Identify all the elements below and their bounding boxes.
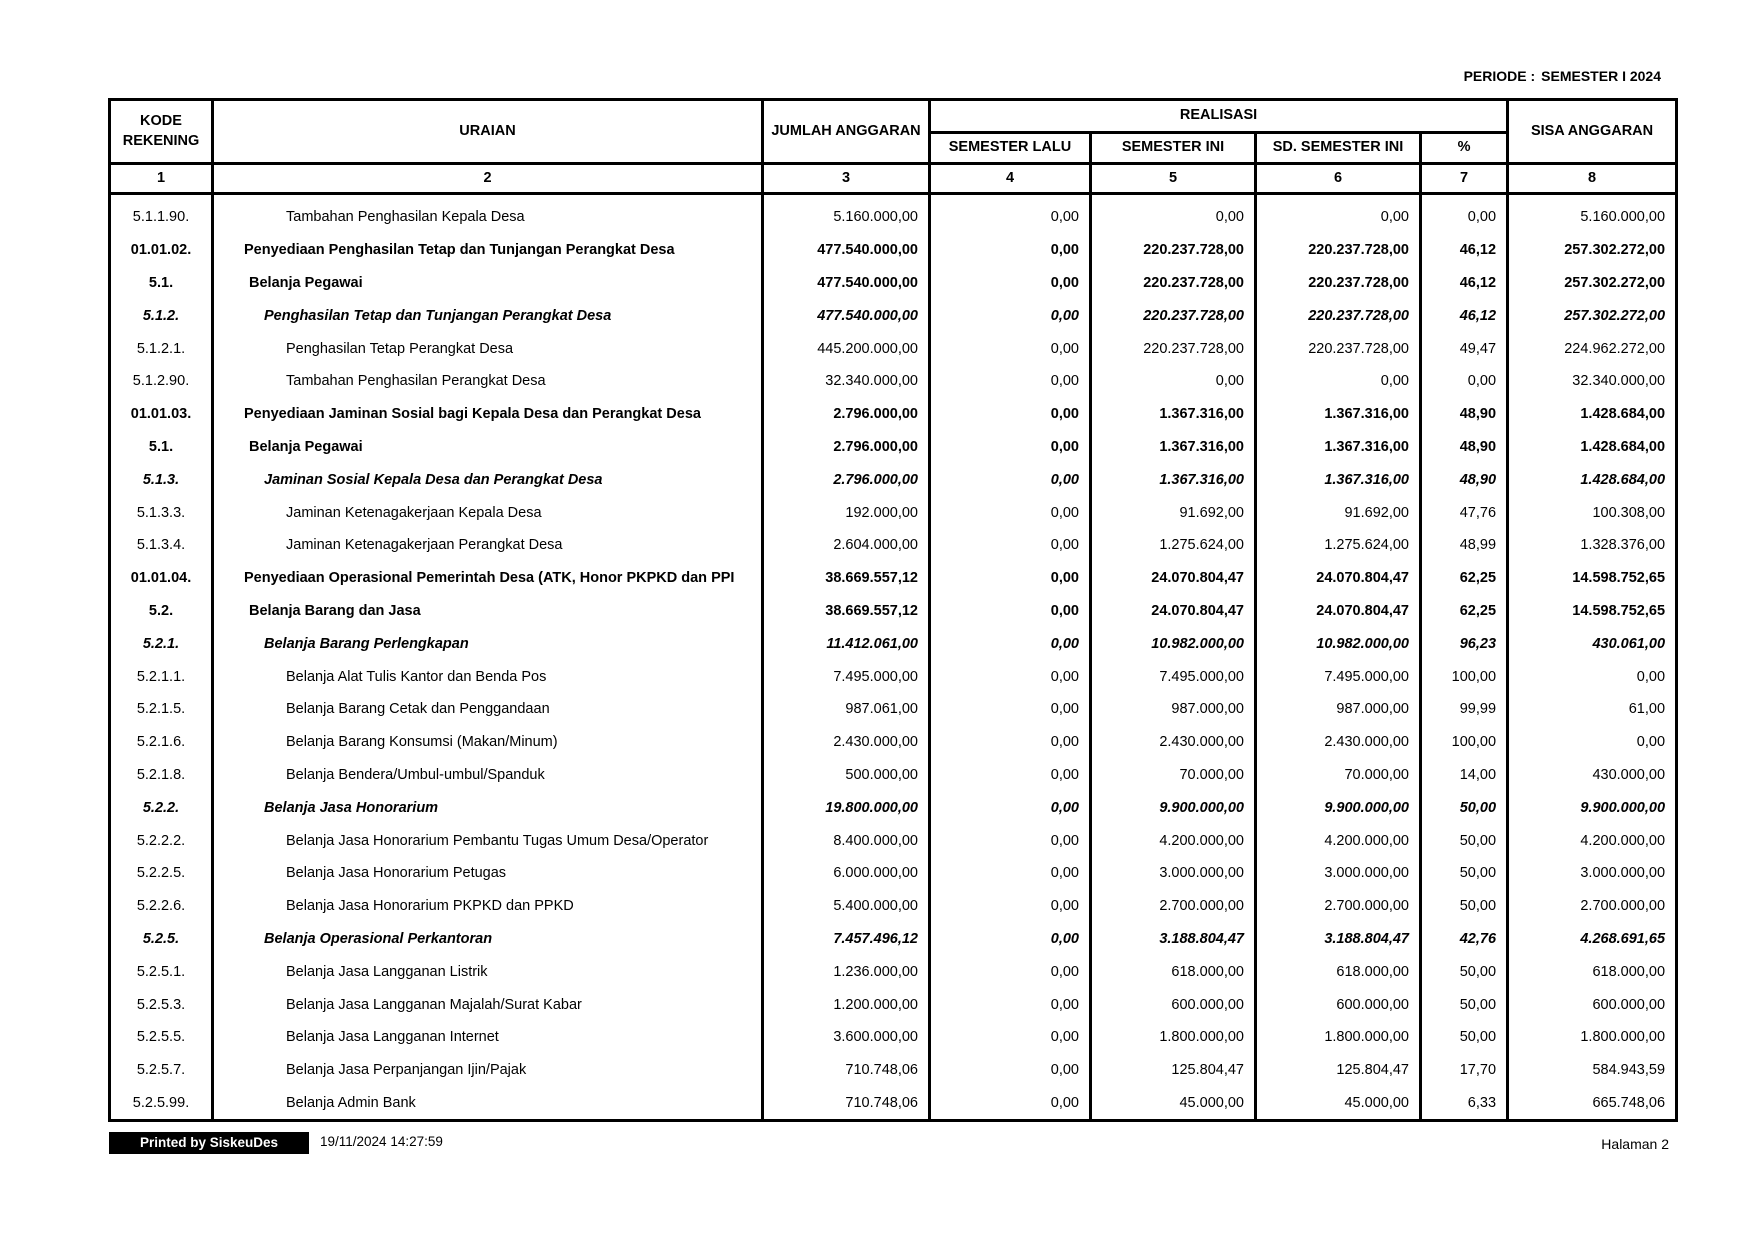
cell-kode: 5.2.5.7. [110,1054,213,1087]
cell-persen: 46,12 [1421,267,1508,300]
cell-persen: 62,25 [1421,562,1508,595]
cell-jumlah: 987.061,00 [763,693,930,726]
cell-uraian: Belanja Barang dan Jasa [213,595,763,628]
cell-kode: 5.2.5. [110,923,213,956]
cell-semester-lalu: 0,00 [930,496,1091,529]
cell-uraian: Belanja Jasa Honorarium PKPKD dan PPKD [213,890,763,923]
cell-kode: 5.2.2.6. [110,890,213,923]
cell-kode: 5.2.1.8. [110,759,213,792]
cell-semester-ini: 7.495.000,00 [1091,660,1256,693]
cell-sd-semester-ini: 9.900.000,00 [1256,791,1421,824]
cell-semester-ini: 1.275.624,00 [1091,529,1256,562]
cell-semester-ini: 10.982.000,00 [1091,627,1256,660]
cell-semester-ini: 1.367.316,00 [1091,431,1256,464]
cell-uraian: Jaminan Sosial Kepala Desa dan Perangkat Desa [213,463,763,496]
cell-persen: 48,90 [1421,398,1508,431]
cell-persen: 50,00 [1421,988,1508,1021]
cell-uraian: Penghasilan Tetap Perangkat Desa [213,332,763,365]
cell-jumlah: 2.796.000,00 [763,431,930,464]
cell-uraian: Belanja Bendera/Umbul-umbul/Spanduk [213,759,763,792]
cell-persen: 14,00 [1421,759,1508,792]
cell-persen: 42,76 [1421,923,1508,956]
cell-kode: 5.1.2.90. [110,365,213,398]
cell-jumlah: 8.400.000,00 [763,824,930,857]
cell-kode: 5.1. [110,431,213,464]
cell-semester-ini: 220.237.728,00 [1091,234,1256,267]
cell-sd-semester-ini: 220.237.728,00 [1256,299,1421,332]
header-sd-semester-ini: SD. SEMESTER INI [1256,133,1421,164]
cell-sisa: 665.748,06 [1508,1087,1677,1121]
cell-semester-ini: 1.800.000,00 [1091,1021,1256,1054]
cell-kode: 5.1.2. [110,299,213,332]
cell-kode: 5.2. [110,595,213,628]
cell-persen: 50,00 [1421,955,1508,988]
cell-jumlah: 6.000.000,00 [763,857,930,890]
cell-uraian: Tambahan Penghasilan Perangkat Desa [213,365,763,398]
cell-semester-ini: 0,00 [1091,194,1256,234]
page-number: Halaman 2 [1601,1136,1669,1152]
cell-semester-ini: 9.900.000,00 [1091,791,1256,824]
cell-sd-semester-ini: 1.367.316,00 [1256,463,1421,496]
cell-kode: 5.2.2. [110,791,213,824]
cell-sd-semester-ini: 2.700.000,00 [1256,890,1421,923]
cell-semester-lalu: 0,00 [930,824,1091,857]
cell-sd-semester-ini: 220.237.728,00 [1256,267,1421,300]
cell-sisa: 1.800.000,00 [1508,1021,1677,1054]
cell-sisa: 1.328.376,00 [1508,529,1677,562]
table-row [110,398,1677,431]
cell-sisa: 1.428.684,00 [1508,431,1677,464]
cell-uraian: Belanja Operasional Perkantoran [213,923,763,956]
cell-kode: 5.2.1. [110,627,213,660]
cell-uraian: Belanja Jasa Perpanjangan Ijin/Pajak [213,1054,763,1087]
cell-semester-lalu: 0,00 [930,857,1091,890]
cell-uraian: Penyediaan Operasional Pemerintah Desa (ATK, Honor PKPKD dan PPI [213,562,763,595]
cell-jumlah: 7.495.000,00 [763,660,930,693]
cell-sisa: 1.428.684,00 [1508,463,1677,496]
cell-kode: 5.2.5.1. [110,955,213,988]
header-uraian: URAIAN [213,100,763,164]
cell-persen: 46,12 [1421,234,1508,267]
table-row [110,693,1677,726]
cell-jumlah: 2.796.000,00 [763,398,930,431]
cell-sd-semester-ini: 1.275.624,00 [1256,529,1421,562]
cell-uraian: Belanja Jasa Honorarium Petugas [213,857,763,890]
cell-semester-lalu: 0,00 [930,660,1091,693]
cell-persen: 100,00 [1421,660,1508,693]
cell-sisa: 3.000.000,00 [1508,857,1677,890]
header-sisa: SISA ANGGARAN [1508,100,1677,164]
cell-sisa: 430.061,00 [1508,627,1677,660]
cell-persen: 48,99 [1421,529,1508,562]
cell-sisa: 5.160.000,00 [1508,194,1677,234]
cell-sisa: 4.200.000,00 [1508,824,1677,857]
table-row [110,857,1677,890]
cell-persen: 17,70 [1421,1054,1508,1087]
periode-caption: PERIODE : [1463,68,1536,84]
cell-sisa: 32.340.000,00 [1508,365,1677,398]
cell-uraian: Belanja Barang Konsumsi (Makan/Minum) [213,726,763,759]
cell-persen: 0,00 [1421,365,1508,398]
cell-sd-semester-ini: 4.200.000,00 [1256,824,1421,857]
cell-sisa: 584.943,59 [1508,1054,1677,1087]
cell-persen: 0,00 [1421,194,1508,234]
cell-uraian: Belanja Alat Tulis Kantor dan Benda Pos [213,660,763,693]
cell-persen: 48,90 [1421,463,1508,496]
print-datetime: 19/11/2024 14:27:59 [320,1134,443,1149]
cell-sd-semester-ini: 24.070.804,47 [1256,562,1421,595]
cell-kode: 5.1.3.3. [110,496,213,529]
cell-jumlah: 710.748,06 [763,1054,930,1087]
cell-sd-semester-ini: 125.804,47 [1256,1054,1421,1087]
cell-jumlah: 3.600.000,00 [763,1021,930,1054]
col-num-6: 6 [1256,164,1421,194]
cell-semester-ini: 3.188.804,47 [1091,923,1256,956]
cell-jumlah: 710.748,06 [763,1087,930,1121]
cell-sisa: 257.302.272,00 [1508,299,1677,332]
cell-sisa: 0,00 [1508,726,1677,759]
cell-uraian: Belanja Barang Perlengkapan [213,627,763,660]
cell-persen: 62,25 [1421,595,1508,628]
cell-sisa: 9.900.000,00 [1508,791,1677,824]
cell-sd-semester-ini: 1.367.316,00 [1256,398,1421,431]
cell-persen: 47,76 [1421,496,1508,529]
col-num-3: 3 [763,164,930,194]
cell-semester-ini: 220.237.728,00 [1091,267,1256,300]
cell-persen: 100,00 [1421,726,1508,759]
cell-persen: 96,23 [1421,627,1508,660]
table-row [110,791,1677,824]
table-row [110,955,1677,988]
cell-kode: 5.1.2.1. [110,332,213,365]
cell-sisa: 0,00 [1508,660,1677,693]
cell-semester-lalu: 0,00 [930,988,1091,1021]
cell-jumlah: 5.400.000,00 [763,890,930,923]
table-row [110,299,1677,332]
cell-sisa: 14.598.752,65 [1508,562,1677,595]
cell-semester-lalu: 0,00 [930,890,1091,923]
cell-sd-semester-ini: 1.800.000,00 [1256,1021,1421,1054]
cell-semester-lalu: 0,00 [930,431,1091,464]
table-row [110,194,1677,234]
header-persen: % [1421,133,1508,164]
cell-semester-lalu: 0,00 [930,726,1091,759]
cell-sisa: 600.000,00 [1508,988,1677,1021]
cell-jumlah: 19.800.000,00 [763,791,930,824]
table-row [110,267,1677,300]
header-jumlah: JUMLAH ANGGARAN [763,100,930,164]
cell-semester-lalu: 0,00 [930,791,1091,824]
cell-semester-ini: 24.070.804,47 [1091,595,1256,628]
cell-sd-semester-ini: 2.430.000,00 [1256,726,1421,759]
table-row [110,234,1677,267]
cell-persen: 6,33 [1421,1087,1508,1121]
cell-uraian: Jaminan Ketenagakerjaan Perangkat Desa [213,529,763,562]
cell-uraian: Belanja Jasa Langganan Internet [213,1021,763,1054]
cell-persen: 49,47 [1421,332,1508,365]
cell-kode: 01.01.04. [110,562,213,595]
cell-jumlah: 38.669.557,12 [763,595,930,628]
cell-kode: 5.2.1.5. [110,693,213,726]
header-realisasi: REALISASI [930,100,1508,133]
printed-by-badge: Printed by SiskeuDes [109,1132,309,1154]
cell-jumlah: 2.796.000,00 [763,463,930,496]
cell-semester-ini: 4.200.000,00 [1091,824,1256,857]
cell-sisa: 257.302.272,00 [1508,267,1677,300]
cell-sd-semester-ini: 70.000,00 [1256,759,1421,792]
cell-kode: 5.1. [110,267,213,300]
cell-sd-semester-ini: 3.000.000,00 [1256,857,1421,890]
table-row [110,726,1677,759]
cell-semester-lalu: 0,00 [930,267,1091,300]
cell-sd-semester-ini: 45.000,00 [1256,1087,1421,1121]
cell-jumlah: 2.604.000,00 [763,529,930,562]
cell-jumlah: 11.412.061,00 [763,627,930,660]
col-num-7: 7 [1421,164,1508,194]
cell-persen: 99,99 [1421,693,1508,726]
cell-sd-semester-ini: 0,00 [1256,194,1421,234]
cell-semester-ini: 600.000,00 [1091,988,1256,1021]
cell-semester-ini: 45.000,00 [1091,1087,1256,1121]
cell-sd-semester-ini: 10.982.000,00 [1256,627,1421,660]
cell-sisa: 257.302.272,00 [1508,234,1677,267]
cell-kode: 5.1.3. [110,463,213,496]
cell-semester-lalu: 0,00 [930,955,1091,988]
table-row [110,562,1677,595]
cell-sd-semester-ini: 91.692,00 [1256,496,1421,529]
cell-semester-ini: 24.070.804,47 [1091,562,1256,595]
table-row [110,463,1677,496]
cell-sd-semester-ini: 24.070.804,47 [1256,595,1421,628]
table-row [110,529,1677,562]
cell-kode: 5.1.3.4. [110,529,213,562]
cell-semester-ini: 618.000,00 [1091,955,1256,988]
cell-persen: 50,00 [1421,824,1508,857]
cell-semester-ini: 220.237.728,00 [1091,332,1256,365]
cell-jumlah: 477.540.000,00 [763,234,930,267]
cell-semester-lalu: 0,00 [930,627,1091,660]
table-row [110,1021,1677,1054]
cell-semester-ini: 3.000.000,00 [1091,857,1256,890]
cell-jumlah: 1.200.000,00 [763,988,930,1021]
periode-value: SEMESTER I 2024 [1541,68,1661,84]
cell-jumlah: 2.430.000,00 [763,726,930,759]
cell-jumlah: 477.540.000,00 [763,299,930,332]
table-row [110,660,1677,693]
cell-jumlah: 38.669.557,12 [763,562,930,595]
cell-persen: 48,90 [1421,431,1508,464]
cell-semester-lalu: 0,00 [930,1054,1091,1087]
cell-persen: 46,12 [1421,299,1508,332]
cell-semester-ini: 125.804,47 [1091,1054,1256,1087]
table-body [110,194,1677,1121]
cell-sisa: 4.268.691,65 [1508,923,1677,956]
table-row [110,923,1677,956]
col-num-8: 8 [1508,164,1677,194]
cell-jumlah: 32.340.000,00 [763,365,930,398]
cell-semester-lalu: 0,00 [930,923,1091,956]
cell-sisa: 100.308,00 [1508,496,1677,529]
cell-uraian: Penyediaan Jaminan Sosial bagi Kepala Desa dan Perangkat Desa [213,398,763,431]
cell-persen: 50,00 [1421,890,1508,923]
cell-uraian: Belanja Jasa Langganan Listrik [213,955,763,988]
cell-kode: 5.2.5.99. [110,1087,213,1121]
cell-kode: 5.2.2.5. [110,857,213,890]
cell-kode: 5.1.1.90. [110,194,213,234]
cell-sd-semester-ini: 7.495.000,00 [1256,660,1421,693]
cell-semester-lalu: 0,00 [930,234,1091,267]
cell-semester-lalu: 0,00 [930,1087,1091,1121]
cell-uraian: Belanja Jasa Langganan Majalah/Surat Kabar [213,988,763,1021]
table-row [110,1087,1677,1121]
cell-sd-semester-ini: 0,00 [1256,365,1421,398]
cell-sd-semester-ini: 3.188.804,47 [1256,923,1421,956]
cell-semester-lalu: 0,00 [930,759,1091,792]
table-row [110,365,1677,398]
cell-semester-lalu: 0,00 [930,365,1091,398]
col-num-4: 4 [930,164,1091,194]
cell-sd-semester-ini: 220.237.728,00 [1256,234,1421,267]
cell-semester-ini: 2.700.000,00 [1091,890,1256,923]
table-row [110,988,1677,1021]
table-row [110,824,1677,857]
cell-uraian: Penyediaan Penghasilan Tetap dan Tunjangan Perangkat Desa [213,234,763,267]
col-num-5: 5 [1091,164,1256,194]
cell-kode: 5.2.5.5. [110,1021,213,1054]
realisasi-table [108,98,1678,1122]
cell-semester-ini: 987.000,00 [1091,693,1256,726]
cell-jumlah: 500.000,00 [763,759,930,792]
col-num-2: 2 [213,164,763,194]
table-row [110,627,1677,660]
cell-semester-lalu: 0,00 [930,299,1091,332]
cell-sisa: 430.000,00 [1508,759,1677,792]
header-semester-lalu: SEMESTER LALU [930,133,1091,164]
cell-semester-lalu: 0,00 [930,562,1091,595]
table-row [110,890,1677,923]
cell-semester-lalu: 0,00 [930,332,1091,365]
cell-uraian: Tambahan Penghasilan Kepala Desa [213,194,763,234]
cell-sd-semester-ini: 618.000,00 [1256,955,1421,988]
cell-uraian: Belanja Pegawai [213,267,763,300]
cell-sd-semester-ini: 220.237.728,00 [1256,332,1421,365]
table-row [110,431,1677,464]
cell-kode: 5.2.1.6. [110,726,213,759]
cell-semester-ini: 70.000,00 [1091,759,1256,792]
cell-semester-ini: 1.367.316,00 [1091,398,1256,431]
cell-semester-lalu: 0,00 [930,693,1091,726]
cell-sisa: 2.700.000,00 [1508,890,1677,923]
cell-sd-semester-ini: 1.367.316,00 [1256,431,1421,464]
cell-sisa: 14.598.752,65 [1508,595,1677,628]
cell-jumlah: 477.540.000,00 [763,267,930,300]
cell-kode: 5.2.5.3. [110,988,213,1021]
cell-kode: 5.2.2.2. [110,824,213,857]
periode-label [1464,68,1661,84]
cell-kode: 01.01.02. [110,234,213,267]
cell-sd-semester-ini: 600.000,00 [1256,988,1421,1021]
table-row [110,1054,1677,1087]
cell-kode: 5.2.1.1. [110,660,213,693]
col-num-1: 1 [110,164,213,194]
cell-persen: 50,00 [1421,791,1508,824]
cell-semester-ini: 220.237.728,00 [1091,299,1256,332]
table-row [110,496,1677,529]
cell-sisa: 618.000,00 [1508,955,1677,988]
cell-sisa: 1.428.684,00 [1508,398,1677,431]
cell-jumlah: 445.200.000,00 [763,332,930,365]
cell-semester-ini: 91.692,00 [1091,496,1256,529]
cell-uraian: Belanja Admin Bank [213,1087,763,1121]
cell-sisa: 61,00 [1508,693,1677,726]
cell-semester-lalu: 0,00 [930,1021,1091,1054]
cell-sd-semester-ini: 987.000,00 [1256,693,1421,726]
cell-semester-ini: 1.367.316,00 [1091,463,1256,496]
table-row [110,332,1677,365]
cell-semester-lalu: 0,00 [930,595,1091,628]
cell-semester-lalu: 0,00 [930,529,1091,562]
cell-semester-ini: 0,00 [1091,365,1256,398]
cell-semester-ini: 2.430.000,00 [1091,726,1256,759]
cell-semester-lalu: 0,00 [930,398,1091,431]
cell-persen: 50,00 [1421,857,1508,890]
cell-uraian: Belanja Jasa Honorarium [213,791,763,824]
cell-jumlah: 5.160.000,00 [763,194,930,234]
cell-jumlah: 1.236.000,00 [763,955,930,988]
table-row [110,759,1677,792]
cell-uraian: Belanja Jasa Honorarium Pembantu Tugas Umum Desa/Operator [213,824,763,857]
cell-semester-lalu: 0,00 [930,194,1091,234]
cell-jumlah: 192.000,00 [763,496,930,529]
cell-uraian: Penghasilan Tetap dan Tunjangan Perangkat Desa [213,299,763,332]
cell-persen: 50,00 [1421,1021,1508,1054]
header-kode: KODE REKENING [110,100,213,164]
header-semester-ini: SEMESTER INI [1091,133,1256,164]
cell-semester-lalu: 0,00 [930,463,1091,496]
cell-uraian: Jaminan Ketenagakerjaan Kepala Desa [213,496,763,529]
cell-uraian: Belanja Pegawai [213,431,763,464]
cell-sisa: 224.962.272,00 [1508,332,1677,365]
cell-jumlah: 7.457.496,12 [763,923,930,956]
cell-uraian: Belanja Barang Cetak dan Penggandaan [213,693,763,726]
table-row [110,595,1677,628]
cell-kode: 01.01.03. [110,398,213,431]
